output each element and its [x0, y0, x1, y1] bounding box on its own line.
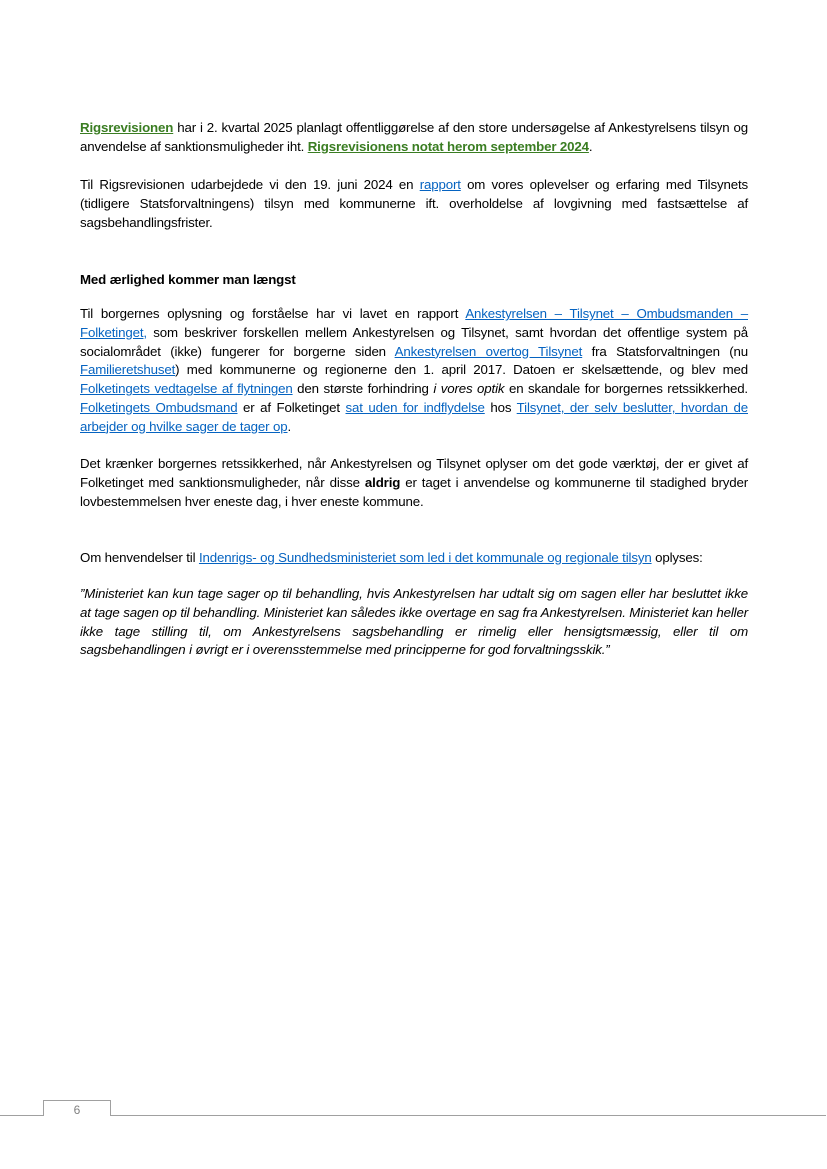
text: er af Folketinget [237, 399, 346, 415]
link-sat-uden-for-indflydelse[interactable]: sat uden for indflydelse [345, 399, 485, 415]
text: om vores oplevelser og erfaring med Tilsynets (tidligere Statsforvaltningens) tilsyn med kommunerne ift. overholdelse af lovgivning med fastsættelse af sagsbehandlingsfrister. [80, 177, 748, 230]
link-rapport[interactable]: rapport [419, 177, 461, 192]
paragraph-rigsrevisionen [80, 119, 748, 157]
bold-text: aldrig [364, 474, 401, 490]
page-number: 6 [73, 1103, 81, 1117]
paragraph-rapport [80, 176, 748, 232]
text: Til Rigsrevisionen udarbejdede vi den 19. juni 2024 en [80, 177, 420, 192]
text: som beskriver forskellen mellem Ankestyrelsen og Tilsynet, samt hvordan det offentlige system på socialområdet (ikke) fungerer for borgerne siden [80, 324, 748, 359]
text: . [287, 418, 292, 434]
paragraph-borgernes-oplysning [80, 305, 748, 437]
text: ) med kommunerne og regionerne den 1. april 2017. Datoen er skelsættende, og blev med [175, 362, 748, 378]
text: Det krænker borgernes retssikkerhed, når Ankestyrelsen og Tilsynet oplyser om det gode værktøj, der er givet af Folketinget med sanktionsmuligheder, når disse [80, 456, 748, 490]
section-heading: Med ærlighed kommer man længst [80, 272, 296, 287]
text: er taget i anvendelse og kommunerne til stadighed bryder lovbestemmelsen hver eneste dag, i hver eneste kommune. [80, 474, 748, 509]
text: fra Statsforvaltningen (nu [582, 343, 748, 359]
text: oplyses: [651, 550, 703, 565]
paragraph-retssikkerhed [80, 455, 748, 511]
quote-ministeriet: ”Ministeriet kan kun tage sager op til behandling, hvis Ankestyrelsen har udtalt sig om sagen eller har besluttet ikke at tage sagen op til behandling. Ministeriet kan således ikke overtage en sag fra Ankestyrelsen. Ministeriet kan heller ikke tage stilling til, om Ankestyrelsens sagsbehandling er rimelig eller hensigtsmæssig, eller til om sagsbehandlingen i øvrigt er i overensstemmelse med principperne for god forvaltningsskik.” [80, 586, 748, 658]
paragraph-henvendelser [80, 549, 748, 568]
link-ankestyrelsen-overtog[interactable]: Ankestyrelsen overtog Tilsynet [394, 343, 583, 359]
text: en skandale for borgernes retssikkerhed. [504, 381, 748, 397]
link-tilsynet-beslutter[interactable]: Tilsynet, der selv beslutter, hvordan de arbejder og hvilke sager de tager op [80, 399, 748, 434]
link-ombudsmand[interactable]: Folketingets Ombudsmand [80, 399, 238, 415]
footer-line-left [0, 1115, 43, 1116]
link-indenrigsministeriet[interactable]: Indenrigs- og Sundhedsministeriet som led i det kommunale og regionale tilsyn [198, 550, 652, 565]
text: Om henvendelser til [80, 550, 199, 565]
text: har i 2. kvartal 2025 planlagt offentliggørelse af den store undersøgelse af Ankestyrelsens tilsyn og anvendelse af sanktionsmuligheder iht. [80, 120, 748, 154]
link-familieretshuset[interactable]: Familieretshuset [80, 362, 176, 378]
link-ankestyrelsen-rapport[interactable]: Ankestyrelsen – Tilsynet – Ombudsmanden – Folketinget, [80, 306, 748, 340]
text: . [588, 138, 593, 154]
text: Til borgernes oplysning og forståelse har vi lavet en rapport [80, 306, 466, 321]
text: den største forhindring [292, 381, 434, 397]
footer-line-right [110, 1115, 826, 1116]
link-rigsrevisionen[interactable]: Rigsrevisionen [80, 120, 174, 135]
link-rigsrevisionens-notat[interactable]: Rigsrevisionens notat herom september 2024 [307, 138, 589, 154]
italic-text: i vores optik [433, 381, 505, 397]
link-folketingets-vedtagelse[interactable]: Folketingets vedtagelse af flytningen [80, 381, 293, 397]
text: hos [484, 399, 517, 415]
